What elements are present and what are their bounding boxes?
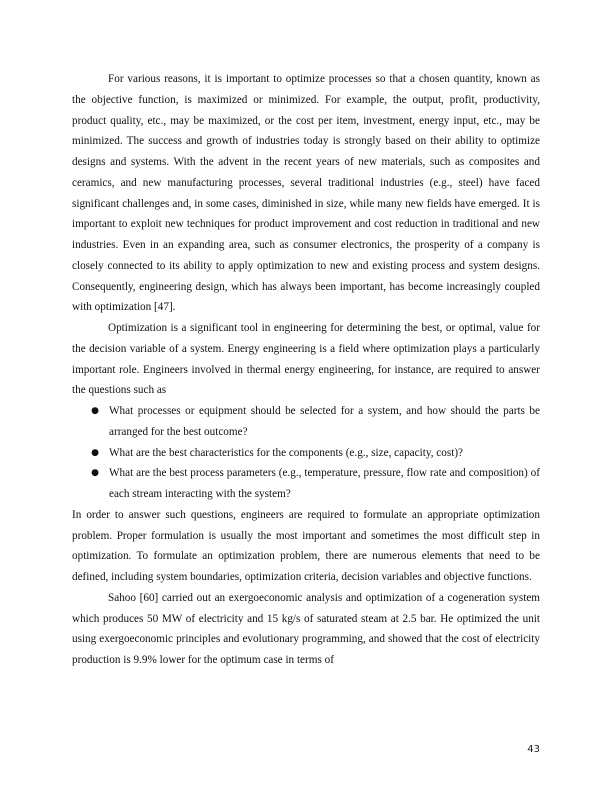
paragraph-formulation: In order to answer such questions, engineers are required to formulate an appropriate optimization problem. Proper formulation is usually the most important and sometimes the most difficult step in optimization. To formulate an optimization problem, there are numerous elements that need to be defined, including system boundaries, optimization criteria, decision variables and objective functions. (72, 508, 540, 583)
bullet-text: What are the best characteristics for the components (e.g., size, capacity, cost)? (109, 446, 464, 459)
paragraph-optimization-tool: Optimization is a significant tool in engineering for determining the best, or optimal, value for the decision variable of a system. Energy engineering is a field where optimization plays a particularly important role. Engineers involved in thermal energy engineering, for instance, are required to answer the questions such as (72, 322, 540, 397)
bullet-item-processes (72, 401, 540, 443)
bullet-text: What processes or equipment should be selected for a system, and how should the parts be arranged for the best outcome? (109, 405, 540, 438)
bullet-item-parameters (72, 463, 540, 505)
bullet-icon: ● (91, 447, 99, 458)
bullet-text: What are the best process parameters (e.g., temperature, pressure, flow rate and composition) of each stream interacting with the system? (109, 467, 540, 500)
page-number: 43 (527, 744, 540, 755)
body-text (72, 69, 540, 671)
paragraph-objective-function: For various reasons, it is important to optimize processes so that a chosen quantity, known as the objective function, is maximized or minimized. For example, the output, profit, productivity, product quality, etc., may be maximized, or the cost per item, investment, energy input, etc., may be minimized. The success and growth of industries today is strongly based on their ability to optimize designs and systems. With the advent in the recent years of new materials, such as composites and ceramics, and new manufacturing processes, several traditional industries (e.g., steel) have faced significant challenges and, in some cases, diminished in size, while many new fields have emerged. It is important to exploit new techniques for product improvement and cost reduction in traditional and new industries. Even in an expanding area, such as consumer electronics, the prosperity of a company is closely connected to its ability to apply optimization to new and existing process and system designs. Consequently, engineering design, which has always been important, has become increasingly coupled with optimization [47]. (72, 73, 540, 314)
paragraph-sahoo-study: Sahoo [60] carried out an exergoeconomic analysis and optimization of a cogeneration system which produces 50 MW of electricity and 15 kg/s of saturated steam at 2.5 bar. He optimized the unit using exergoeconomic principles and evolutionary programming, and showed that the cost of electricity production is 9.9% lower for the optimum case in terms of (72, 591, 540, 666)
bullet-icon: ● (91, 406, 99, 416)
bullet-icon: ● (91, 468, 99, 479)
question-bullet-list (72, 401, 540, 505)
bullet-item-characteristics (72, 443, 540, 464)
